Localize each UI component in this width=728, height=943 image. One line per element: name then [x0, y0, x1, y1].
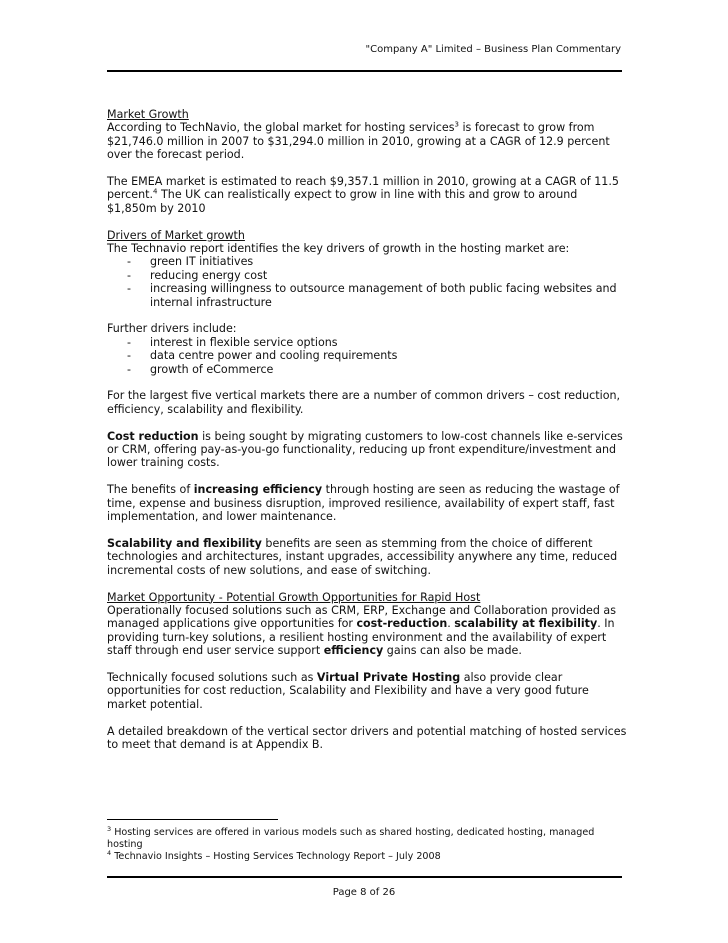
market-growth-paragraph	[107, 121, 627, 161]
list-item-text: interest in flexible service options	[150, 335, 338, 349]
footnote	[107, 824, 622, 851]
further-drivers-intro: Further drivers include:	[107, 322, 237, 336]
header-rule	[107, 70, 622, 72]
list-item-text: data centre power and cooling requirements	[150, 349, 398, 363]
efficiency-text-2: through hosting are seen as reducing the wastage of time, expense and business disruption, improved resilience, availability of expert staff, fast implementation, and lower maintenance.	[107, 483, 620, 524]
scalability-paragraph	[107, 537, 627, 577]
emea-text-2: The UK can realistically expect to grow in line with this and grow to around $1,850m by 2010	[107, 188, 578, 215]
footnote	[107, 848, 622, 863]
cost-reduction-paragraph	[107, 430, 627, 470]
operational-text-2: .	[447, 617, 455, 631]
vertical-markets-paragraph: For the largest five vertical markets there are a number of common drivers – cost reduction, efficiency, scalability and flexibility.	[107, 389, 621, 416]
efficiency-paragraph	[107, 483, 627, 523]
efficiency-term: increasing efficiency	[193, 483, 323, 497]
list-item	[107, 336, 627, 349]
footnotes	[107, 824, 622, 863]
list-item	[107, 255, 627, 268]
drivers-intro: The Technavio report identifies the key drivers of growth in the hosting market are:	[107, 242, 570, 256]
bullet-dash: -	[127, 268, 132, 282]
efficiency-text-1: The benefits of	[107, 483, 194, 497]
cost-reduction-bold: cost-reduction	[356, 617, 448, 631]
bullet-dash: -	[127, 255, 132, 269]
page-number: Page 8 of 26	[332, 887, 396, 898]
operational-text-1: Operationally focused solutions such as CRM, ERP, Exchange and Collaboration provided as managed applications give opportunities for	[107, 603, 617, 631]
operational-text-4: gains can also be made.	[383, 644, 522, 658]
bullet-dash: -	[127, 349, 132, 363]
list-item-text: green IT initiatives	[150, 255, 254, 269]
list-item-text: increasing willingness to outsource management of both public facing websites and internal infrastructure	[150, 282, 617, 309]
footnote-ref-3[interactable]: 3	[454, 120, 459, 129]
efficiency-bold: efficiency	[323, 644, 384, 658]
bullet-dash: -	[127, 282, 132, 296]
footnote-separator	[107, 819, 278, 820]
vph-bold: Virtual Private Hosting	[316, 670, 461, 684]
technical-solutions-paragraph	[107, 671, 627, 711]
document-body	[107, 108, 627, 765]
cost-reduction-text: is being sought by migrating customers to low-cost channels like e-services or CRM, offering pay-as-you-go functionality, reducing up front expenditure/investment and lower training costs.	[107, 429, 623, 470]
operational-solutions-paragraph	[107, 604, 627, 658]
list-item-text: growth of eCommerce	[150, 362, 274, 376]
list-item-text: reducing energy cost	[150, 268, 268, 282]
bullet-dash: -	[127, 362, 132, 376]
list-item	[107, 282, 627, 309]
footnote-text: Technavio Insights – Hosting Services Technology Report – July 2008	[111, 851, 441, 862]
footnote-marker: 3	[107, 824, 112, 833]
drivers-list	[107, 255, 627, 309]
technical-text-2: also provide clear opportunities for cost reduction, Scalability and Flexibility and have a very good future market potential.	[107, 670, 589, 711]
list-item	[107, 269, 627, 282]
list-item	[107, 363, 627, 376]
list-item	[107, 349, 627, 362]
market-growth-text-2: is forecast to grow from $21,746.0 million in 2007 to $31,294.0 million in 2010, growing at a CAGR of 12.9 percent over the forecast period.	[107, 121, 610, 162]
market-growth-text-1: According to TechNavio, the global market for hosting services	[107, 121, 455, 135]
footnote-ref-4[interactable]: 4	[153, 187, 158, 196]
footnote-text: Hosting services are offered in various models such as shared hosting, dedicated hosting, managed hosting	[107, 827, 595, 850]
cost-reduction-term: Cost reduction	[107, 429, 199, 443]
bullet-dash: -	[127, 335, 132, 349]
opportunity-heading: Market Opportunity - Potential Growth Opportunities for Rapid Host	[107, 590, 481, 604]
running-header: "Company A" Limited – Business Plan Commentary	[365, 44, 621, 55]
footer-rule	[107, 876, 622, 878]
emea-text-1: The EMEA market is estimated to reach $9,357.1 million in 2010, growing at a CAGR of 11.5 percent.	[107, 175, 619, 202]
emea-paragraph	[107, 175, 627, 215]
scalability-text: benefits are seen as stemming from the choice of different technologies and architectures, instant upgrades, accessibility anywhere any time, reduced incremental costs of new solutions, and ease of switching.	[107, 536, 618, 577]
drivers-heading: Drivers of Market growth	[107, 228, 245, 242]
footnote-marker: 4	[107, 848, 112, 857]
operational-text-3: . In providing turn-key solutions, a resilient hosting environment and the availability of expert staff through end user service support	[107, 617, 615, 658]
technical-text-1: Technically focused solutions such as	[107, 670, 317, 684]
scalability-term: Scalability and flexibility	[107, 536, 262, 550]
scalability-bold: scalability at flexibility	[454, 617, 598, 631]
appendix-paragraph: A detailed breakdown of the vertical sector drivers and potential matching of hosted services to meet that demand is at Appendix B.	[107, 724, 627, 751]
further-drivers-list	[107, 336, 627, 376]
market-growth-heading: Market Growth	[107, 108, 189, 121]
